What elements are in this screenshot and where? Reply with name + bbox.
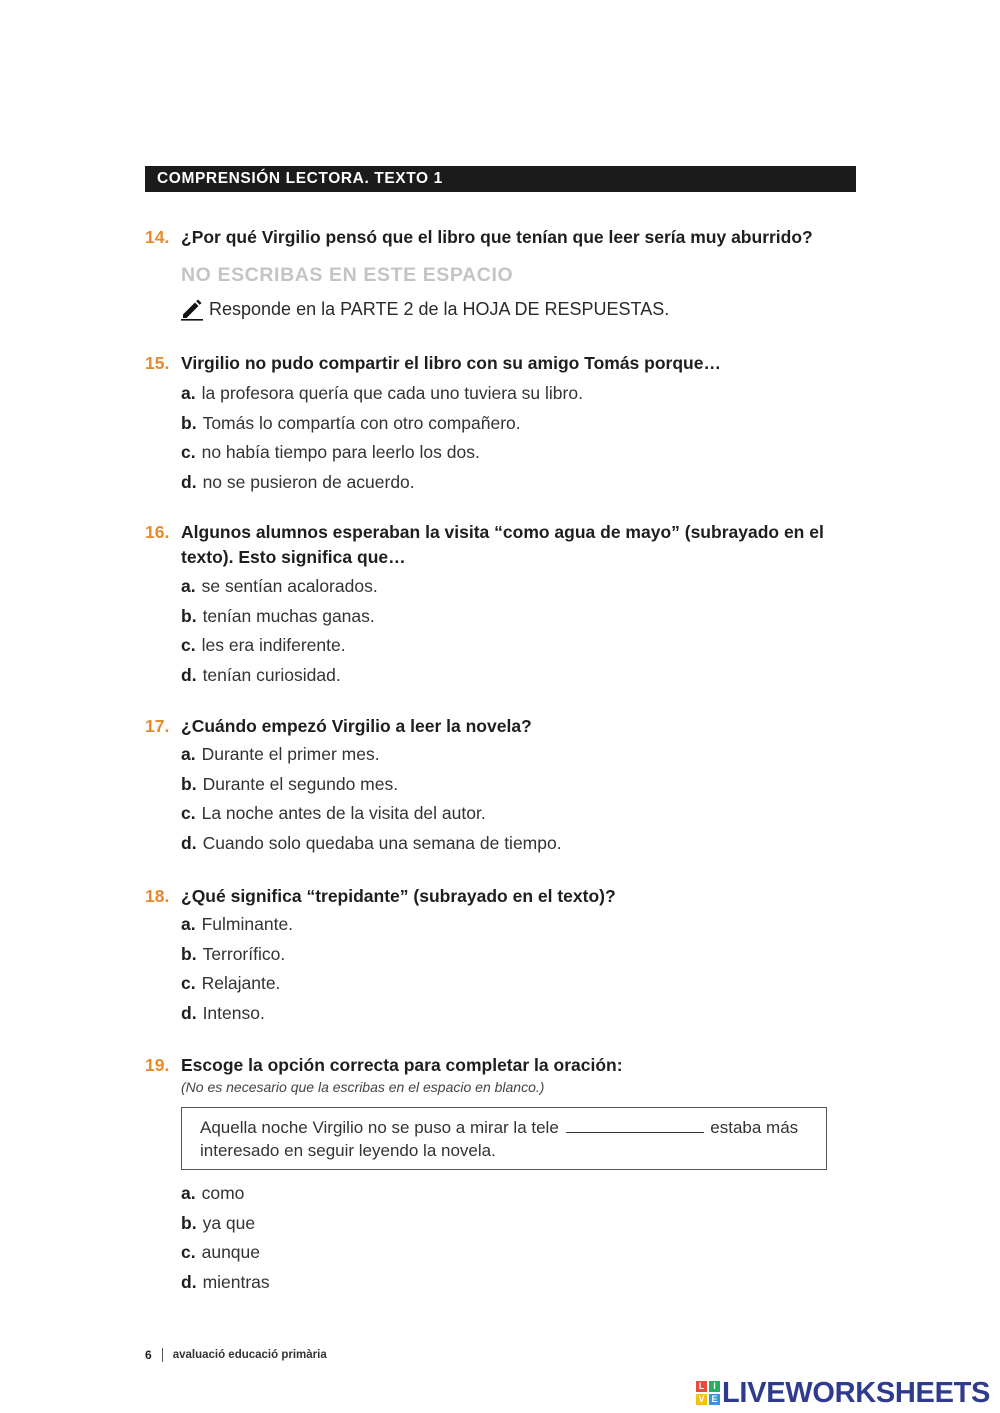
option-text: La noche antes de la visita del autor. — [201, 803, 486, 824]
option-letter: c. — [181, 803, 196, 824]
option-letter: d. — [181, 665, 197, 686]
option-text: Cuando solo quedaba una semana de tiempo. — [202, 833, 562, 854]
option-text: Relajante. — [201, 973, 281, 994]
logo-grid-letter: L — [696, 1381, 707, 1392]
question-text: Algunos alumnos esperaban la visita “como agua de mayo” (subrayado en el texto). Esto significa que… — [181, 522, 824, 567]
option-text: no había tiempo para leerlo los dos. — [201, 442, 480, 463]
logo-grid-letter: I — [709, 1381, 720, 1392]
option-a[interactable] — [181, 379, 865, 409]
option-a[interactable] — [181, 1179, 865, 1209]
option-a[interactable] — [181, 910, 865, 940]
sentence-after: estaba más interesado en seguir leyendo la novela. — [200, 1118, 799, 1160]
question-text: Virgilio no pudo compartir el libro con su amigo Tomás porque… — [181, 353, 721, 373]
option-text: como — [201, 1183, 245, 1203]
no-write-notice: NO ESCRIBAS EN ESTE ESPACIO — [181, 264, 514, 286]
option-text: mientras — [202, 1272, 270, 1293]
footer-title: avaluació educació primària — [172, 1349, 327, 1361]
question-number: 14. — [145, 227, 170, 247]
option-letter: b. — [181, 773, 197, 794]
option-letter: a. — [181, 1183, 196, 1203]
option-c[interactable] — [181, 1238, 865, 1268]
footer-divider — [162, 1348, 163, 1362]
logo-grid-letter: E — [709, 1394, 720, 1405]
option-letter: a. — [181, 383, 196, 403]
options-list — [181, 379, 865, 498]
respond-text: Responde en la PARTE 2 de la HOJA DE RESPUESTAS. — [209, 298, 670, 319]
option-letter: b. — [181, 1212, 197, 1233]
option-text: tenían muchas ganas. — [202, 605, 375, 626]
option-text: tenían curiosidad. — [202, 665, 341, 686]
question-17 — [145, 714, 865, 859]
option-text: Durante el primer mes. — [201, 744, 380, 764]
option-text: aunque — [201, 1242, 261, 1263]
page-footer — [145, 1348, 327, 1362]
blank-line — [566, 1117, 704, 1133]
option-letter: a. — [181, 914, 196, 934]
option-b[interactable] — [181, 409, 865, 439]
option-text: Intenso. — [202, 1003, 265, 1024]
option-b[interactable] — [181, 940, 865, 970]
section-title: COMPRENSIÓN LECTORA. TEXTO 1 — [157, 170, 443, 187]
option-letter: d. — [181, 1003, 197, 1024]
option-c[interactable] — [181, 969, 865, 999]
question-note: (No es necesario que la escribas en el espacio en blanco.) — [181, 1079, 545, 1095]
question-16 — [145, 520, 865, 691]
option-a[interactable] — [181, 740, 865, 770]
option-text: la profesora quería que cada uno tuviera su libro. — [201, 383, 583, 403]
options-list — [181, 572, 865, 691]
option-letter: a. — [181, 576, 196, 596]
option-letter: d. — [181, 833, 197, 854]
question-number: 18. — [145, 886, 170, 906]
option-letter: c. — [181, 1242, 196, 1263]
option-letter: c. — [181, 442, 196, 463]
option-letter: c. — [181, 973, 196, 994]
option-d[interactable] — [181, 999, 865, 1029]
question-number: 15. — [145, 353, 170, 373]
option-d[interactable] — [181, 1268, 865, 1298]
question-text: ¿Por qué Virgilio pensó que el libro que tenían que leer sería muy aburrido? — [181, 227, 813, 247]
option-b[interactable] — [181, 1209, 865, 1239]
option-text: Tomás lo compartía con otro compañero. — [202, 412, 521, 433]
question-number: 19. — [145, 1055, 170, 1075]
options-list — [181, 740, 865, 859]
option-c[interactable] — [181, 799, 865, 829]
question-14 — [145, 225, 865, 321]
option-text: se sentían acalorados. — [201, 576, 378, 596]
option-letter: b. — [181, 605, 197, 626]
option-text: no se pusieron de acuerdo. — [202, 472, 415, 493]
option-c[interactable] — [181, 631, 865, 661]
question-text: ¿Qué significa “trepidante” (subrayado en el texto)? — [181, 886, 616, 906]
option-letter: d. — [181, 472, 197, 493]
option-letter: d. — [181, 1272, 197, 1293]
option-d[interactable] — [181, 829, 865, 859]
logo-text: LIVEWORKSHEETS — [722, 1377, 991, 1409]
option-text: Durante el segundo mes. — [202, 773, 399, 794]
respond-instruction — [180, 297, 865, 321]
pencil-icon — [180, 297, 204, 321]
question-text: ¿Cuándo empezó Virgilio a leer la novela? — [181, 716, 532, 736]
option-letter: a. — [181, 744, 196, 764]
option-d[interactable] — [181, 468, 865, 498]
option-a[interactable] — [181, 572, 865, 602]
page-number: 6 — [145, 1348, 152, 1362]
option-text: ya que — [202, 1212, 256, 1233]
section-header — [145, 166, 856, 192]
option-c[interactable] — [181, 438, 865, 468]
option-text: les era indiferente. — [201, 635, 346, 656]
option-text: Fulminante. — [201, 914, 294, 934]
option-b[interactable] — [181, 602, 865, 632]
option-letter: b. — [181, 943, 197, 964]
sentence-before: Aquella noche Virgilio no se puso a mirar la tele — [200, 1118, 559, 1137]
question-text: Escoge la opción correcta para completar la oración: — [181, 1055, 623, 1075]
question-number: 17. — [145, 716, 170, 736]
option-b[interactable] — [181, 770, 865, 800]
logo-grid-icon — [696, 1381, 720, 1405]
question-number: 16. — [145, 522, 170, 542]
option-text: Terrorífico. — [202, 943, 286, 964]
option-letter: c. — [181, 635, 196, 656]
options-list — [181, 910, 865, 1029]
option-letter: b. — [181, 412, 197, 433]
liveworksheets-logo — [696, 1378, 990, 1408]
sentence-box — [181, 1107, 827, 1170]
options-list — [181, 1179, 865, 1298]
question-19 — [145, 1053, 865, 1298]
logo-grid-letter: V — [696, 1394, 707, 1405]
question-18 — [145, 884, 865, 1029]
option-d[interactable] — [181, 661, 865, 691]
question-15 — [145, 351, 865, 498]
